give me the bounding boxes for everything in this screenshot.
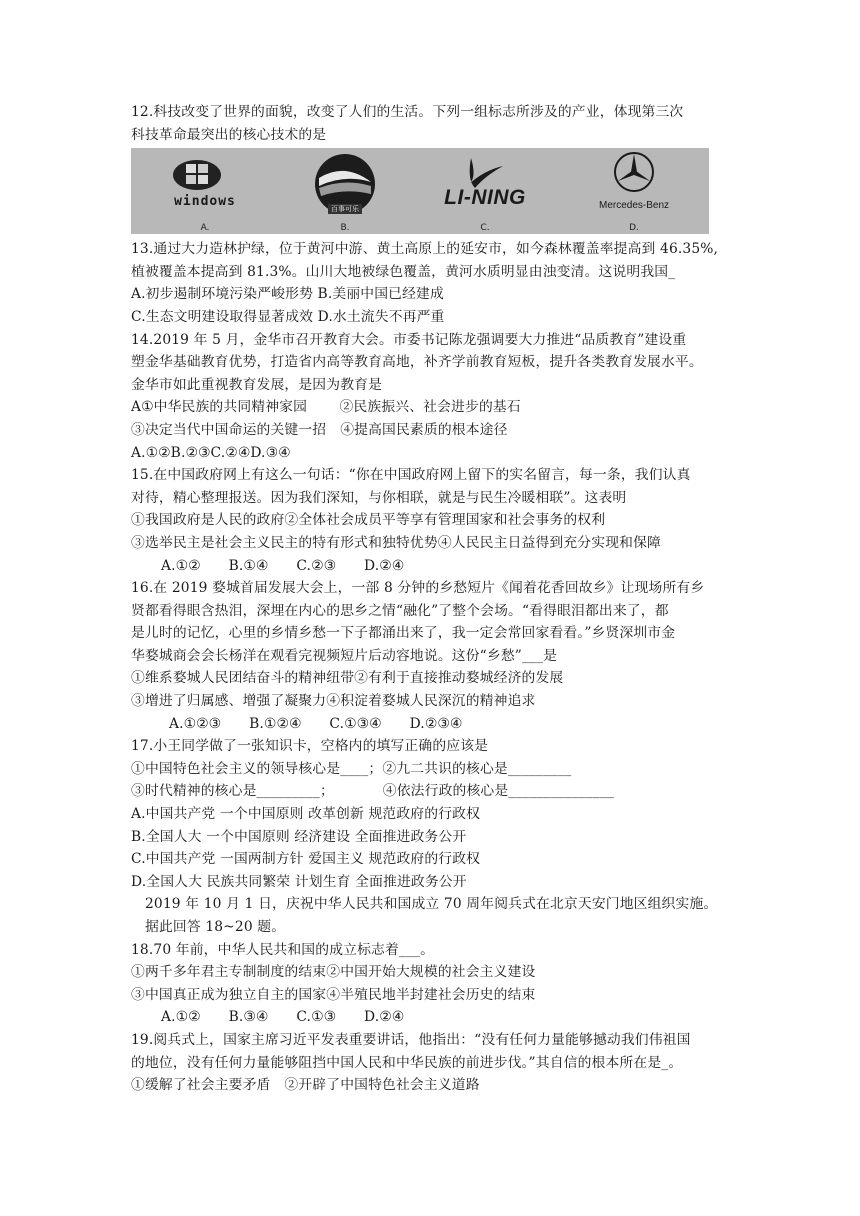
q17-stem-line-2: ①中国特色社会主义的领导核心是____；②九二共识的核心是_________ (131, 760, 572, 777)
q16-options: A.①②③ B.①②④ C.①③④ D.②③④ (169, 715, 463, 732)
windows-wordmark: windows (174, 194, 236, 210)
q19-choices-1: ①缓解了社会主要矛盾 ②开辟了中国特色社会主义道路 (131, 1077, 480, 1094)
logo-option-d (559, 148, 709, 234)
q16-stem-line-3: 是儿时的记忆，心里的乡情乡愁一下子都涌出来了，我一定会常回家看看。”乡贤深圳市金 (131, 625, 676, 642)
logo-label-d: D. (629, 223, 639, 234)
q14-choices-1: A①中华民族的共同精神家园 ②民族振兴、社会进步的基石 (131, 399, 521, 416)
q19-stem-line-2: 的地位，没有任何力量能够阻挡中国人民和中华民族的前进步伐。”其自信的根本所在是_。 (131, 1054, 683, 1071)
q15-options: A.①② B.①④ C.②③ D.②④ (161, 557, 405, 574)
q16-stem-line-4: 华婺城商会会长杨洋在观看完视频短片后动容地说。这份“乡愁”___是 (131, 647, 558, 664)
exam-page (131, 101, 736, 1097)
q17-stem-line-1: 17.小王同学做了一张知识卡，空格内的填写正确的应该是 (131, 738, 489, 755)
q18-choices-1: ①两千多年君主专制制度的结束②中国开始大规模的社会主义建设 (131, 964, 536, 981)
lining-wordmark: LI-NING (444, 186, 526, 210)
q12-stem-line-2: 科技革命最突出的核心技术的是 (131, 126, 327, 143)
logo-option-b (279, 148, 411, 234)
mercedes-wordmark: Mercedes-Benz (598, 200, 670, 212)
q14-options: A.①②B.②③C.②④D.③④ (131, 444, 291, 461)
q17-option-d: D.全国人大 民族共同繁荣 计划生育 全面推进政务公开 (131, 873, 467, 890)
q16-stem-line-2: 贤都看得眼含热泪，深埋在内心的思乡之情“融化”了整个会场。“看得眼泪都出来了，都 (131, 602, 669, 619)
logo-label-a: A. (200, 223, 210, 234)
q13-stem-line-2: 植被覆盖本提高到 81.3%。山川大地被绿色覆盖，黄河水质明显由浊变清。这说明我国_ (131, 263, 676, 280)
q14-stem-line-1: 14.2019 年 5 月，金华市召开教育大会。市委书记陈龙强调要大力推进“品质教育”建设重 (131, 331, 687, 348)
q15-choices-2: ③选举民主是社会主义民主的特有形式和独特优势④人民民主日益得到充分实现和保障 (131, 534, 661, 551)
q13-stem-line-1: 13.通过大力造林护绿，位于黄河中游、黄土高原上的延安市，如今森林覆盖率提高到 46.35%, (131, 241, 719, 258)
q16-choices-2: ③增进了归属感、增强了凝聚力④积淀着婺城人民深沉的精神追求 (131, 693, 536, 710)
q17-option-c: C.中国共产党 一国两制方针 爱国主义 规范政府的行政权 (131, 851, 481, 868)
pepsi-logo-icon (279, 148, 411, 234)
q18-options: A.①② B.③④ C.①③ D.②④ (161, 1009, 405, 1026)
q15-stem-line-2: 对待，精心整理报送。因为我们深知，与你相联，就是与民生冷暖相联”。这表明 (131, 489, 627, 506)
q17-stem-line-3: ③时代精神的核心是_________； ④依法行政的核心是_______________ (131, 783, 615, 800)
q15-stem-line-1: 15.在中国政府网上有这么一句话：“你在中国政府网上留下的实名留言，每一条，我们认真 (131, 467, 691, 484)
q18-choices-2: ③中国真正成为独立自主的国家④半殖民地半封建社会历史的结束 (131, 986, 536, 1003)
q12-stem-line-1: 12.科技改变了世界的面貌，改变了人们的生活。下列一组标志所涉及的产业，体现第三次 (131, 104, 684, 120)
q17-option-a: A.中国共产党 一个中国原则 改革创新 规范政府的行政权 (131, 806, 481, 823)
mercedes-star-icon (559, 148, 709, 234)
logo-option-a (131, 148, 279, 234)
q16-stem-line-1: 16.在 2019 婺城首届发展大会上，一部 8 分钟的乡愁短片《闻着花香回故乡》让现场所有乡 (131, 580, 705, 597)
pepsi-chinese-wordmark: 百事可乐 (328, 204, 362, 214)
section-intro-line-1: 2019 年 10 月 1 日，庆祝中华人民共和国成立 70 周年阅兵式在北京天安门地区组织实施。 (145, 896, 718, 913)
logo-label-c: C. (480, 223, 490, 234)
logo-option-c (411, 148, 559, 234)
q19-stem-line-1: 19.阅兵式上，国家主席习近平发表重要讲话，他指出：“没有任何力量能够撼动我们伟祖国 (131, 1031, 691, 1048)
section-intro-line-2: 据此回答 18~20 题。 (145, 919, 286, 935)
q18-stem-line-1: 18.70 年前，中华人民共和国的成立标志着___。 (131, 941, 435, 958)
q13-options-1: A.初步遏制环境污染严峻形势 B.美丽中国已经建成 (131, 286, 444, 303)
windows-logo-icon (131, 148, 279, 234)
logo-label-b: B. (340, 223, 350, 234)
q16-choices-1: ①维系婺城人民团结奋斗的精神纽带②有利于直接推动婺城经济的发展 (131, 670, 564, 687)
q17-option-b: B.全国人大 一个中国原则 经济建设 全面推进政务公开 (131, 828, 467, 845)
q13-options-2: C.生态文明建设取得显著成效 D.水土流失不再严重 (131, 308, 445, 325)
logo-strip-image (131, 148, 709, 234)
q14-choices-2: ③决定当代中国命运的关键一招 ④提高国民素质的根本途径 (131, 421, 508, 438)
q14-stem-line-3: 金华市如此重视教育发展，是因为教育是 (131, 376, 383, 393)
q15-choices-1: ①我国政府是人民的政府②全体社会成员平等享有管理国家和社会事务的权利 (131, 512, 606, 529)
q14-stem-line-2: 塑金华基础教育优势，打造省内高等教育高地，补齐学前教育短板，提升各类教育发展水平。 (131, 354, 703, 371)
